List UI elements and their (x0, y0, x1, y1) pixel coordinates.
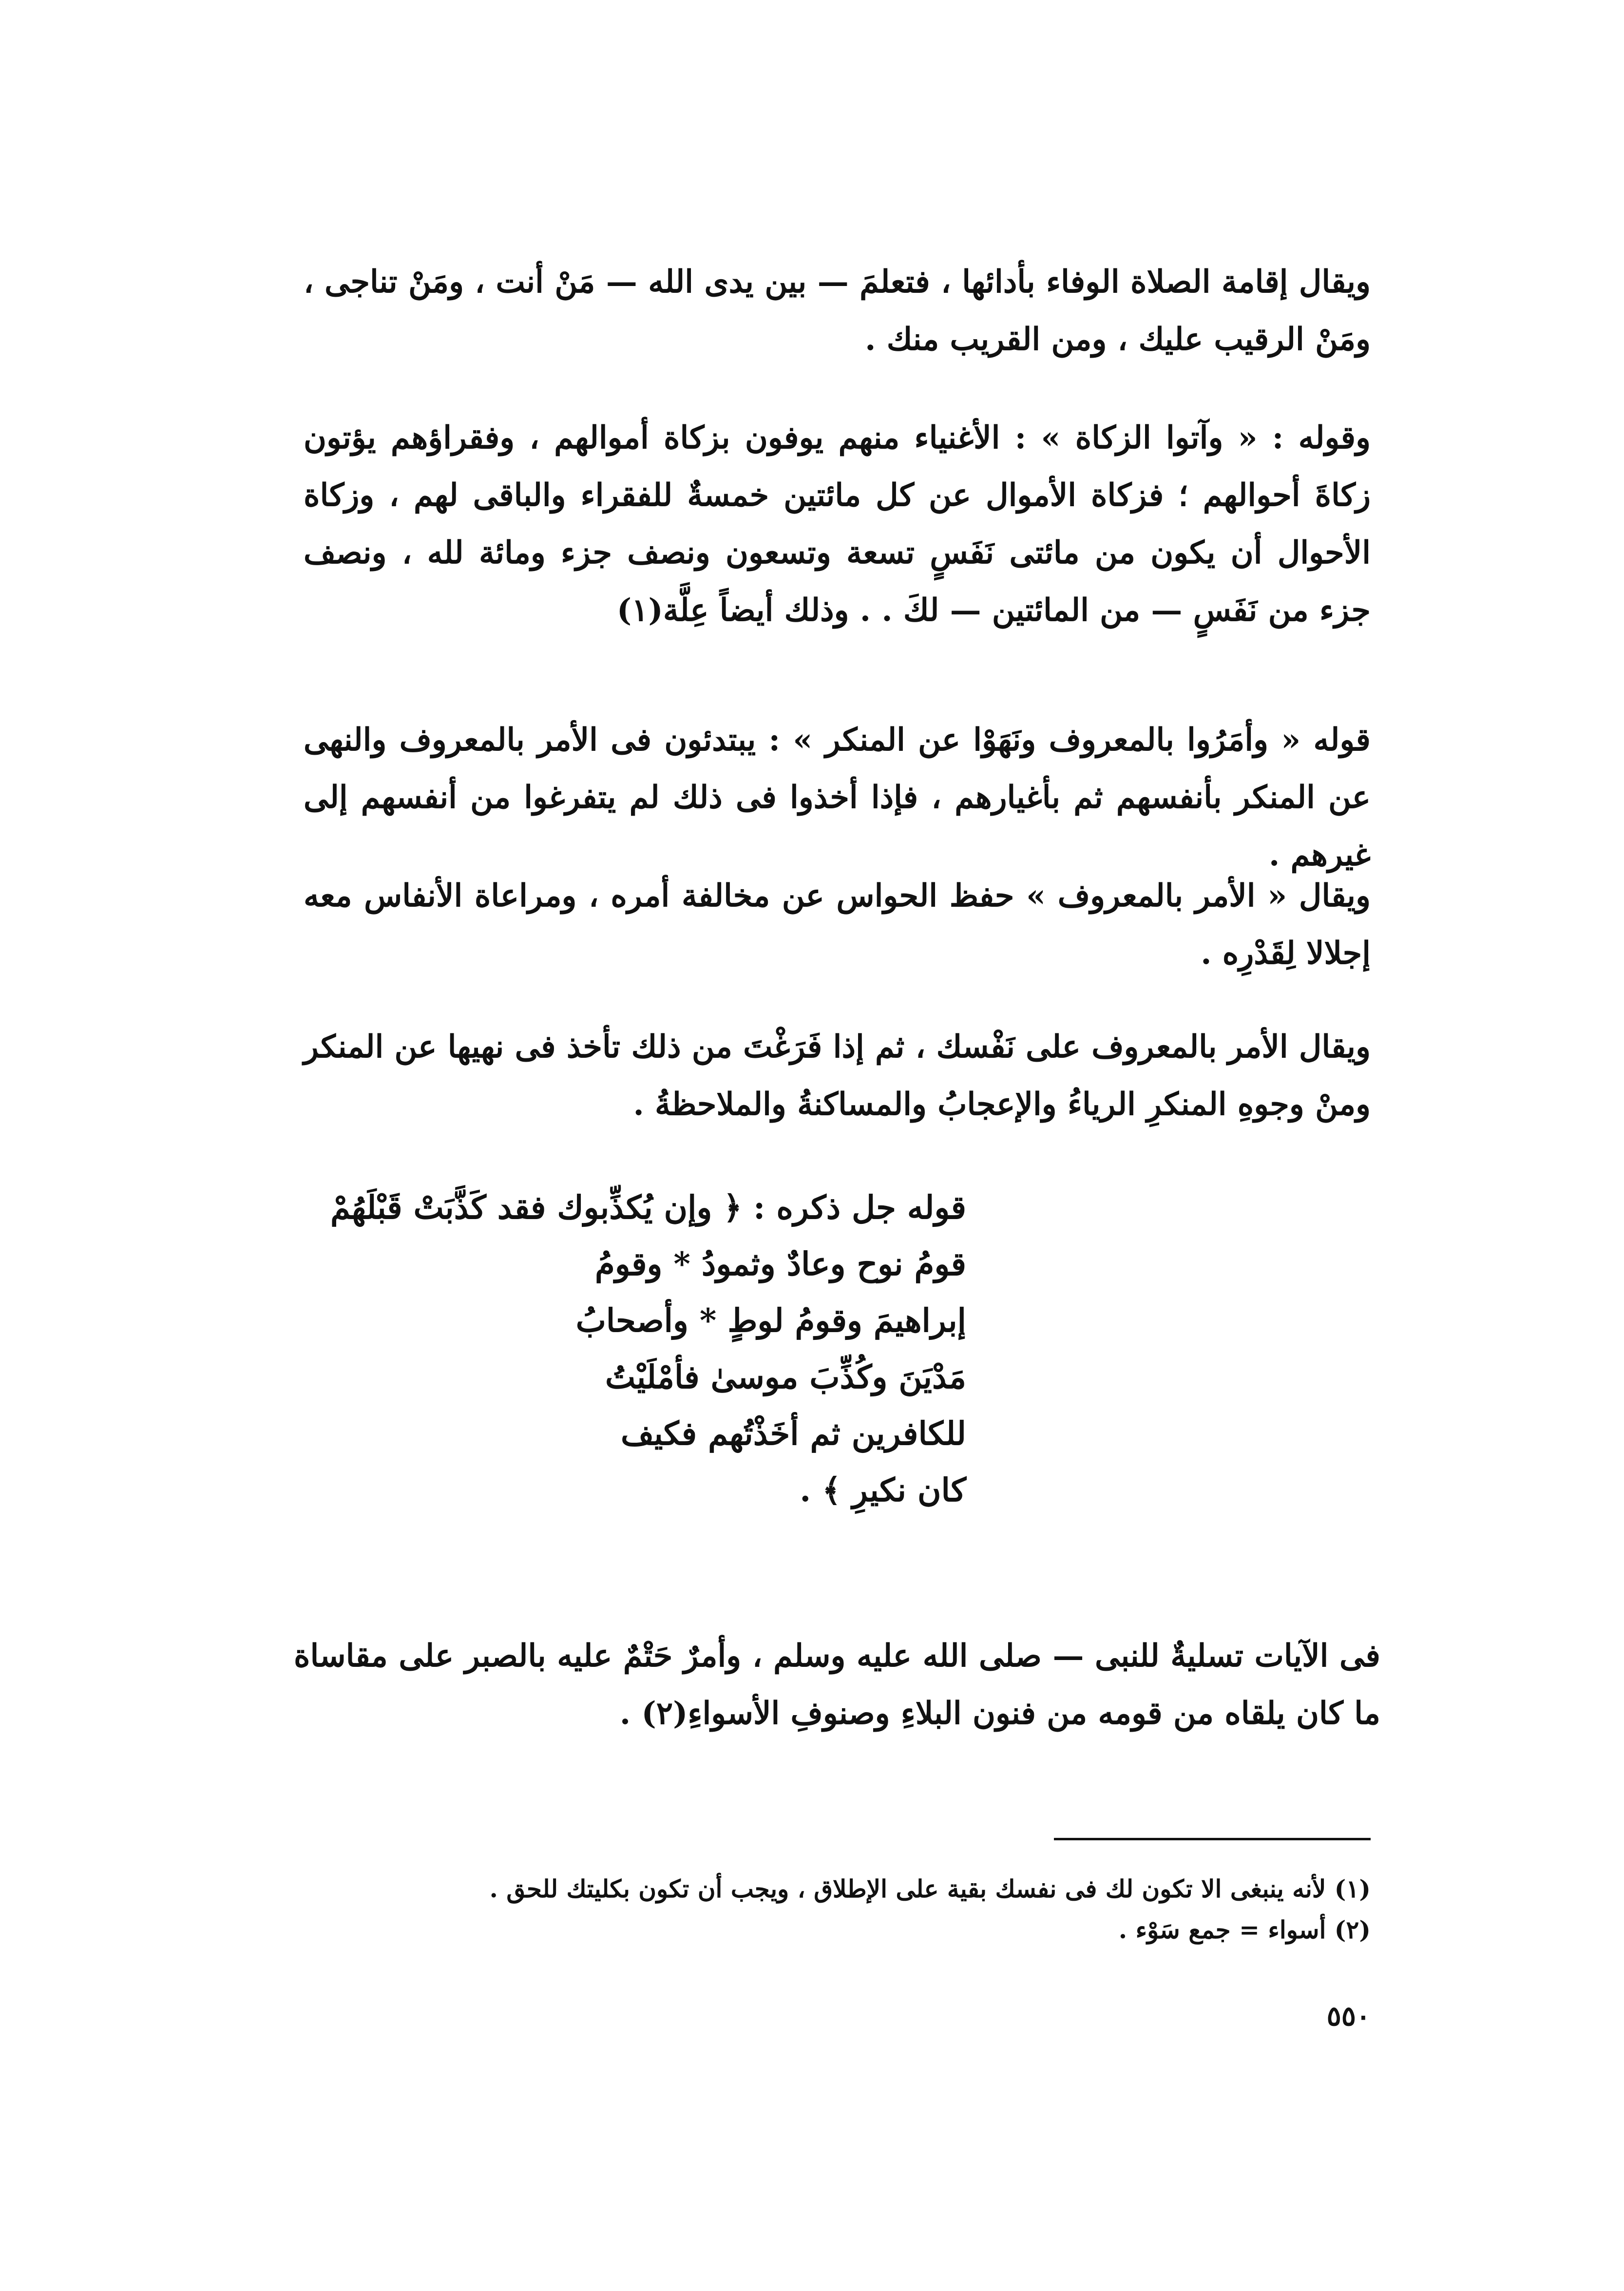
verse-line: للكافرين ثم أخَذْتُهم فكيف (620, 1414, 966, 1452)
paragraph-zakat: وقوله : « وآتوا الزكاة » : الأغنياء منهم يوفون بزكاة أموالهم ، وفقراؤهم يؤتون زكاةَ أحوالهم ؛ فزكاة الأموال عن كل مائتين خمسةٌ للفقراء والباقى لهم ، وزكاة الأحوال أن يكون من مائتى نَفَسٍ تسعة وتسعون ونصف جزء ومائة لله ، ونصف جزء من نَفَسٍ — من المائتين — لكَ . . وذلك أيضاً عِلَّة(١) (304, 420, 1371, 629)
verse-line: كان نكيرِ ﴾ . (800, 1471, 966, 1509)
footnote-1: (١) لأنه ينبغى الا تكون لك فى نفسك بقية على الإطلاق ، ويجب أن تكون بكليتك للحق . (489, 1874, 1371, 1903)
paragraph-guard-senses: ويقال « الأمر بالمعروف » حفظ الحواس عن مخالفة أمره ، ومراعاة الأنفاس معه إجلالا لِقَدْرِه . (304, 878, 1371, 972)
verse-line: قومُ نوح وعادٌ وثمودُ * وقومُ (595, 1245, 966, 1283)
paragraph-self-first: ويقال الأمر بالمعروف على نَفْسك ، ثم إذا فَرَغْتَ من ذلك تأخذ فى نهيها عن المنكر ومنْ وجوهِ المنكرِ الرياءُ والإعجابُ والمساكنةُ والملاحظةُ . (304, 1029, 1371, 1123)
page-number: ٥٥٠ (1326, 2000, 1371, 2032)
paragraph-prayer: ويقال إقامة الصلاة الوفاء بأدائها ، فتعلمَ — بين يدى الله — مَنْ أنت ، ومَنْ تناجى ، ومَنْ الرقيب عليك ، ومن القريب منك . (304, 264, 1371, 358)
verse-line: مَدْيَنَ وكُذِّبَ موسىٰ فأمْلَيْتُ (605, 1358, 966, 1396)
paragraph-consolation: فى الآيات تسليةٌ للنبى — صلى الله عليه وسلم ، وأمرٌ حَتْمٌ عليه بالصبر على مقاساة ما كان يلقاه من قومه من فنون البلاءِ وصنوفِ الأسواءِ(٢) . (294, 1638, 1380, 1732)
footnote-2: (٢) أسواء = جمع سَوْء . (1118, 1915, 1371, 1944)
paragraph-enjoin-good: قوله « وأمَرُوا بالمعروف ونَهَوْا عن المنكر » : يبتدئون فى الأمر بالمعروف والنهى عن المنكر بأنفسهم ثم بأغيارهم ، فإذا أخذوا فى ذلك لم يتفرغوا من أنفسهم إلى غيرهم . (304, 722, 1371, 873)
verse-line: إبراهيمَ وقومُ لوطٍ * وأصحابُ (575, 1301, 966, 1339)
quran-verse (308, 1179, 966, 1518)
footnotes (279, 1869, 1371, 1950)
verse-line: قوله جل ذكره : ﴿ وإن يُكذِّبوك فقد كَذَّبَتْ قَبْلَهُمْ (330, 1188, 966, 1226)
footnote-divider (1054, 1838, 1371, 1840)
